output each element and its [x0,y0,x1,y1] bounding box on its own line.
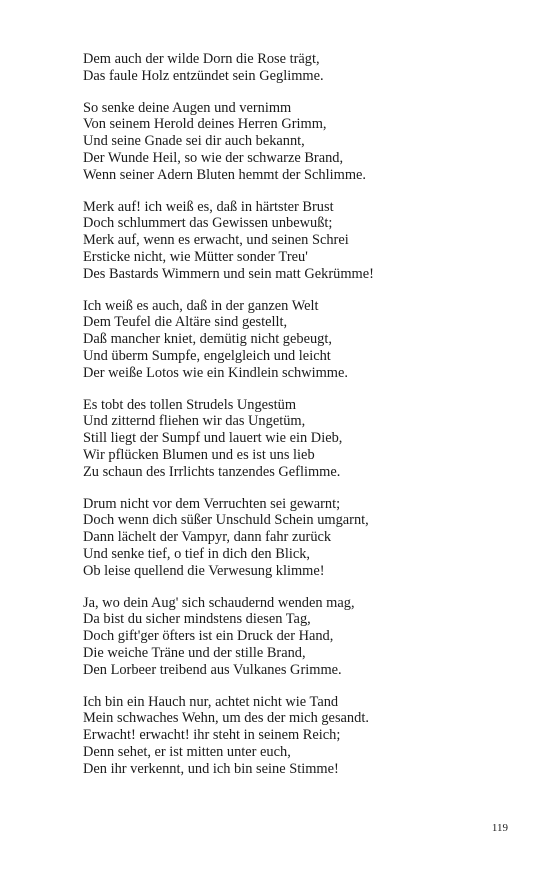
stanza [83,397,523,481]
verse-line: Der Wunde Heil, so wie der schwarze Brand, [83,149,344,166]
verse-line: Daß mancher kniet, demütig nicht gebeugt, [83,331,332,348]
verse-line: Und zitternd fliehen wir das Ungetüm, [83,413,306,430]
verse-line: Und überm Sumpfe, engelgleich und leicht [83,347,331,364]
verse-line: Erwacht! erwacht! ihr steht in seinem Reich; [83,727,341,744]
verse-line: Die weiche Träne und der stille Brand, [83,644,306,661]
verse-line: Ja, wo dein Aug' sich schaudernd wenden mag, [83,594,355,611]
verse-line: Es tobt des tollen Strudels Ungestüm [83,396,297,413]
verse-line: Den ihr verkennt, und ich bin seine Stimme! [83,760,339,777]
stanza [83,496,523,580]
stanza [83,100,523,184]
verse-line: Den Lorbeer treibend aus Vulkanes Grimme. [83,661,342,678]
verse-line: Und seine Gnade sei dir auch bekannt, [83,133,305,150]
verse-line: Drum nicht vor dem Verruchten sei gewarnt; [83,495,341,512]
verse-line: Der weiße Lotos wie ein Kindlein schwimme. [83,364,348,381]
verse-line: Und senke tief, o tief in dich den Blick, [83,545,310,562]
page-number: 119 [491,822,508,834]
verse-line: Des Bastards Wimmern und sein matt Gekrümme! [83,265,374,282]
verse-line: Ich weiß es auch, daß in der ganzen Welt [83,297,319,314]
verse-line: Merk auf, wenn es erwacht, und seinen Schrei [83,232,349,249]
verse-line: Dem Teufel die Altäre sind gestellt, [83,314,288,331]
poem-page [83,51,523,792]
verse-line: Von seinem Herold deines Herren Grimm, [83,116,327,133]
stanza [83,694,523,778]
verse-line: Zu schaun des Irrlichts tanzendes Geflimme. [83,463,341,480]
verse-line: Dann lächelt der Vampyr, dann fahr zurück [83,529,332,546]
verse-line: Ersticke nicht, wie Mütter sonder Treu' [83,248,308,265]
verse-line: Das faule Holz entzündet sein Geglimme. [83,67,324,84]
verse-line: Wir pflücken Blumen und es ist uns lieb [83,446,315,463]
verse-line: Wenn seiner Adern Bluten hemmt der Schlimme. [83,166,366,183]
verse-line: Mein schwaches Wehn, um des der mich gesandt. [83,710,369,727]
stanza [83,595,523,679]
verse-line: Merk auf! ich weiß es, daß in härtster Brust [83,198,334,215]
verse-line: Still liegt der Sumpf und lauert wie ein Dieb, [83,430,343,447]
verse-line: Ob leise quellend die Verwesung klimme! [83,562,325,579]
verse-line: Doch schlummert das Gewissen unbewußt; [83,215,333,232]
verse-line: Doch wenn dich süßer Unschuld Schein umgarnt, [83,512,369,529]
stanza [83,199,523,283]
verse-line: Dem auch der wilde Dorn die Rose trägt, [83,51,320,67]
stanza [83,51,523,85]
verse-line: Ich bin ein Hauch nur, achtet nicht wie Tand [83,693,339,710]
verse-line: Da bist du sicher mindstens diesen Tag, [83,611,311,628]
verse-line: So senke deine Augen und vernimm [83,99,292,116]
verse-line: Doch gift'ger öfters ist ein Druck der Hand, [83,628,334,645]
verse-line: Denn sehet, er ist mitten unter euch, [83,743,291,760]
stanza [83,298,523,382]
